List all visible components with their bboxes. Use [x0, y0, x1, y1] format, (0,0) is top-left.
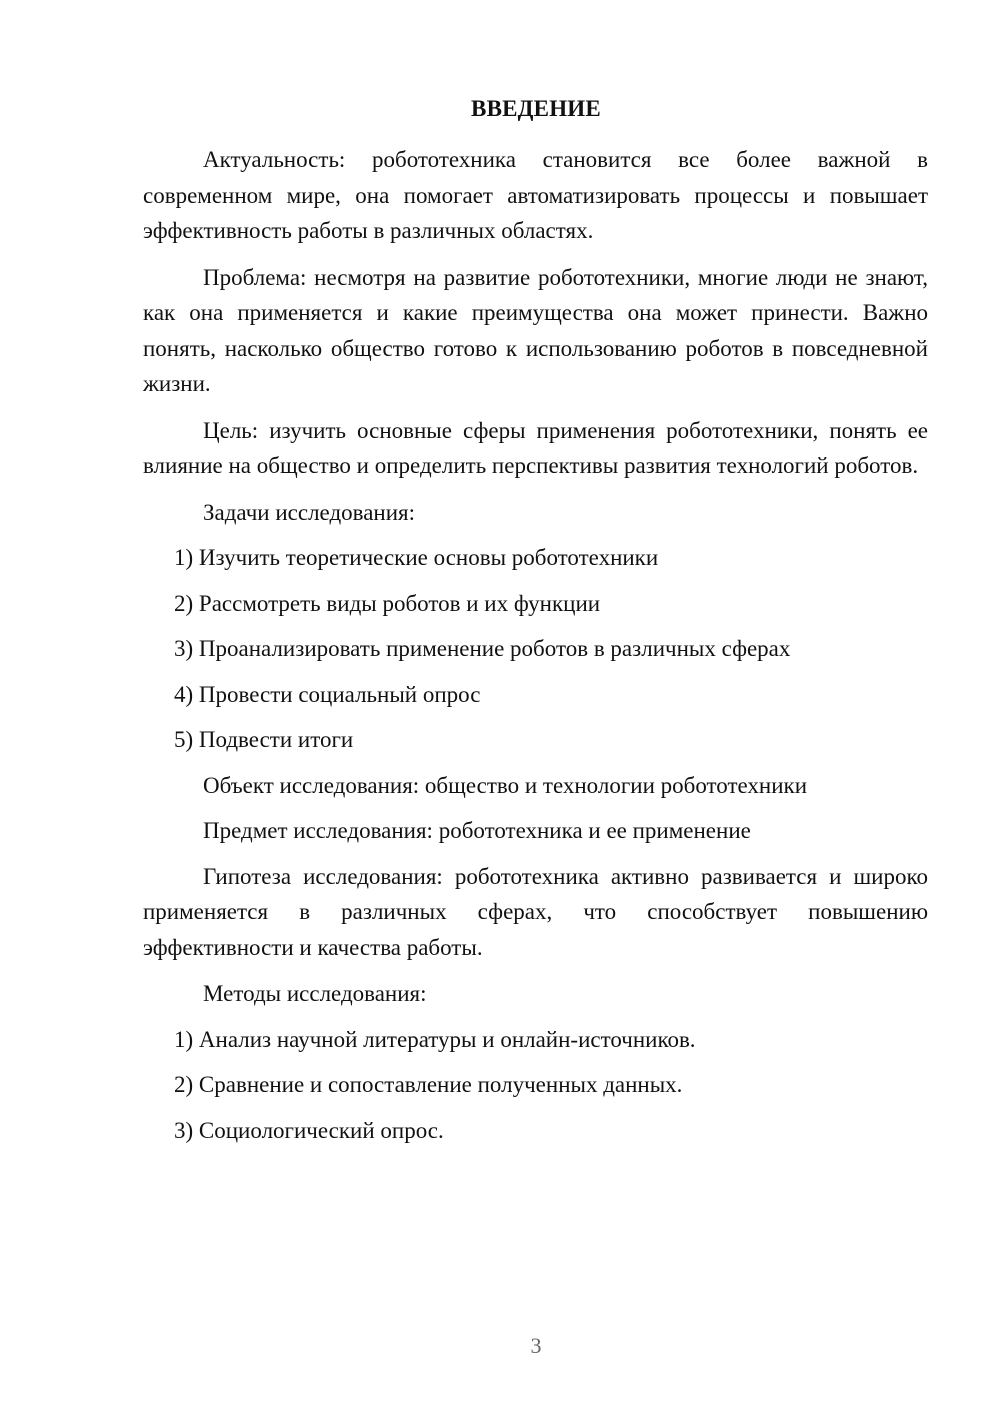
goal-paragraph: Цель: изучить основные сферы применения робототехники, понять ее влияние на общество и определить перспективы развития технологий роботов. — [143, 417, 928, 478]
page-number: 3 — [530, 1333, 542, 1358]
subject-line: Предмет исследования: робототехника и ее применение — [203, 818, 751, 843]
task-item: 1) Изучить теоретические основы робототехники — [174, 545, 659, 570]
task-item: 2) Рассмотреть виды роботов и их функции — [174, 590, 601, 616]
method-item: 1) Анализ научной литературы и онлайн-источников. — [174, 1026, 696, 1052]
introduction-body — [143, 142, 928, 1158]
hypothesis-paragraph: Гипотеза исследования: робототехника активно развивается и широко применяется в различных сферах, что способствует повышению эффективности и качества работы. — [143, 863, 928, 960]
relevance-paragraph: Актуальность: робототехника становится все более важной в современном мире, она помогает автоматизировать процессы и повышает эффективность работы в различных областях. — [143, 147, 928, 243]
task-item: 3) Проанализировать применение роботов в различных сферах — [174, 636, 791, 661]
method-item: 2) Сравнение и сопоставление полученных данных. — [174, 1072, 683, 1097]
object-line: Объект исследования: общество и технологии робототехники — [203, 772, 808, 798]
section-title: ВВЕДЕНИЕ — [471, 96, 601, 121]
tasks-list — [143, 540, 928, 758]
problem-paragraph: Проблема: несмотря на развитие робототехники, многие люди не знают, как она применяется и какие преимущества она может принести. Важно понять, насколько общество готово к использованию роботов в повседневной жизни. — [143, 264, 928, 396]
task-item: 5) Подвести итоги — [174, 727, 354, 752]
method-item: 3) Социологический опрос. — [174, 1117, 444, 1143]
task-item: 4) Провести социальный опрос — [174, 681, 481, 707]
methods-heading: Методы исследования: — [203, 981, 427, 1006]
tasks-heading: Задачи исследования: — [203, 499, 416, 525]
methods-list — [143, 1022, 928, 1149]
